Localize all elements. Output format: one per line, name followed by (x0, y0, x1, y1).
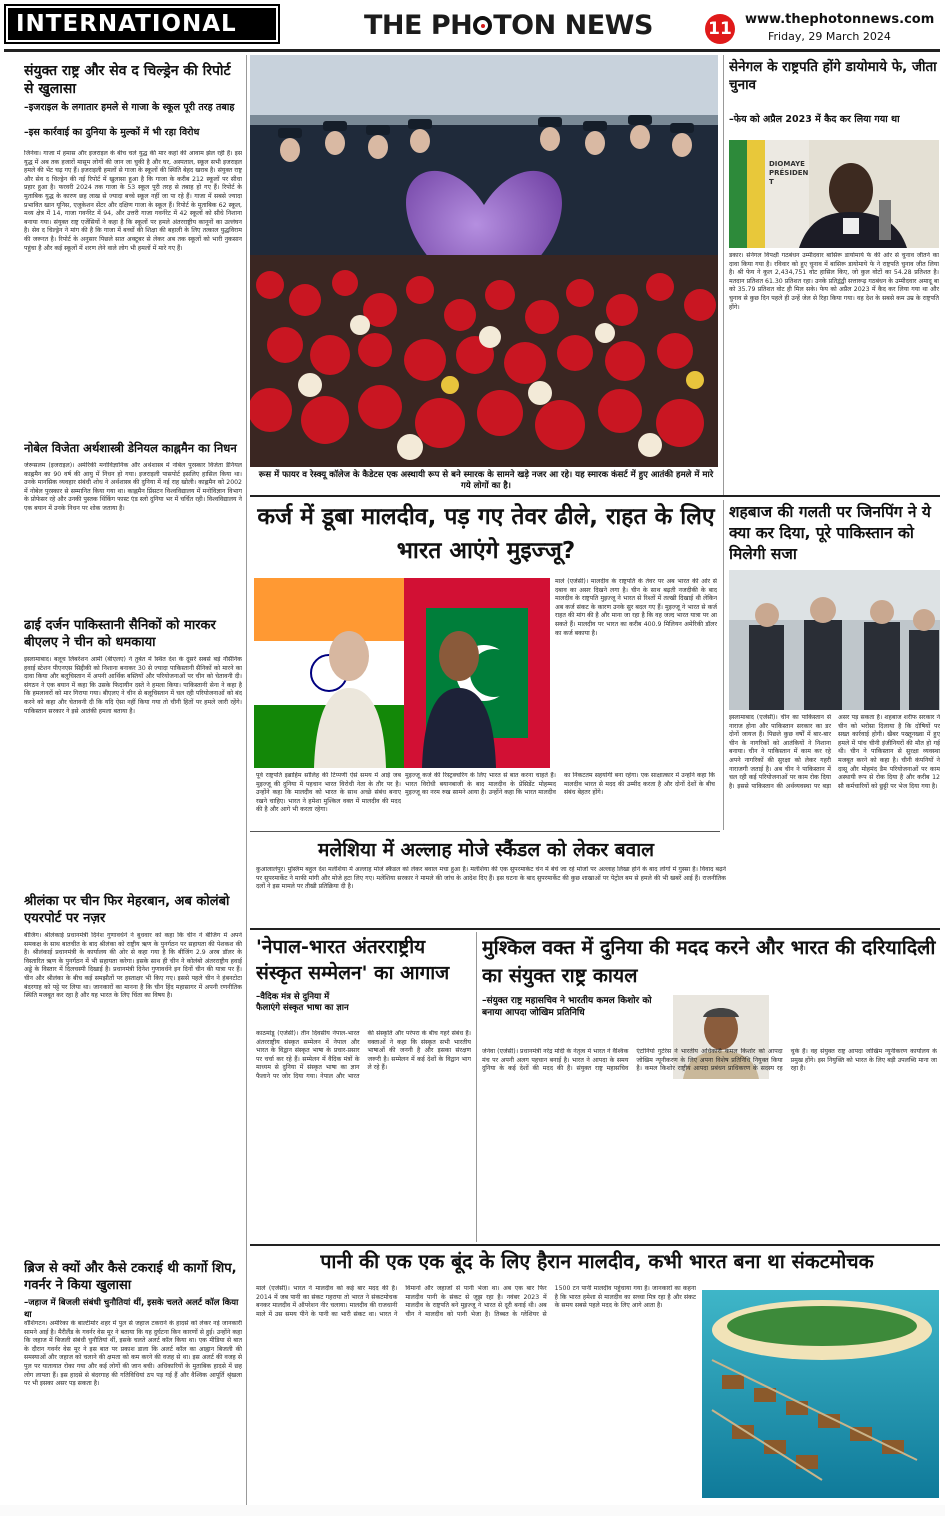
un-gaza-sub2: –इस कार्रवाई का दुनिया के मुल्कों में भी रहा विरोध (24, 127, 200, 138)
section-label: INTERNATIONAL (6, 6, 278, 42)
un-india-sub: –संयुक्त राष्ट्र महासचिव ने भारतीय कमल किशोर को बनाया आपदा जोखिम प्रतिनिधि (482, 996, 652, 1018)
malaysia-body: कुआलालंपुर। मुस्लिम बहुल देश मलेशिया में अल्लाह मोजे स्कैंडल को लेकर बवाल मचा हुआ है। मलेशिया की एक सुपरमार्केट चेन में बेचे जा रहे मोजों पर अल्लाह लिखा होने के बाद लोगों में गुस्सा है। विवाद बढ़ने पर सुपरमार्केट ने माफी मांगी और मोजे हटा लिए गए। मलेशिया सरकार ने मामले की जांच के आदेश दिए हैं। इस घटना के बाद सुपरमार्केट की कुछ शाखाओं पर पेट्रोल बम से हमले की भी खबरें आई हैं। राजनीतिक दलों ने इस मामले पर तीखी प्रतिक्रिया दी है। (256, 866, 726, 891)
senegal-sub: –फेय को अप्रैल 2023 में कैद कर लिया गया था (729, 114, 900, 125)
rule-water (250, 1244, 940, 1246)
sanskrit-headline: 'नेपाल-भारत अंतरराष्ट्रीय संस्कृत सम्मेलन' का आगाज (256, 936, 450, 984)
section-banner (4, 4, 280, 44)
flags-image (254, 578, 550, 768)
senegal-president-photo (729, 140, 939, 248)
bridge-sub: –जहाज में बिजली संबंधी चुनौतियां थीं, इसके चलते अलर्ट कॉल किया था (24, 1298, 239, 1320)
issue-date: Friday, 29 March 2024 (768, 30, 891, 43)
col-divider-china (723, 500, 724, 830)
maldives-body3: मुइज्जू कर्ज की रिस्ट्रक्चरिंग के लिए भारत से बात करना चाहते हैं। भारत विरोधी बयानबाजी के बाद मालदीव के प्रेसिडेंट मोहम्मद मुइज्जू का नरम रुख सामने आया है। उन्होंने कहा कि भारत मालदीव का निकटतम सहयोगी बना रहेगा। एक साक्षात्कार में उन्होंने कहा कि मालदीव भारत से मदद की उम्मीद करता है और दोनों देशों के बीच संबंध बेहतर होंगे। (405, 772, 715, 797)
brand-logo (364, 6, 653, 46)
nobel-body: जेरूसलम (इजराइल)। अमेरिकी मनोविज्ञानिक और अर्थशास्त्र में नोबेल पुरस्कार विजेता डैनियल काह्नमैन का 90 वर्ष की आयु में निधन हो गया। इजराइली पासपोर्ट इसलिए हासिल किया था। उनके मानसिक व्यवहार संबंधी शोध ने अर्थशास्त्र की दुनिया में नई राह खोली। काह्नमैन को 2002 में नोबेल पुरस्कार से सम्मानित किया गया था। काह्नमैन प्रिंसटन विश्वविद्यालय में मनोविज्ञान विभाग के प्रोफेसर रहे और उनकी पुस्तक थिंकिंग फास्ट एंड स्लो दुनिया भर में चर्चित रही। विश्वविद्यालय ने एक बयान में उनके निधन पर शोक जताया है। (24, 462, 242, 512)
bridge-body: वॉशिंगटन। अमेरिका के बाल्टीमोर शहर में पुल से जहाज टकराने के हादसे को लेकर नई जानकारी सामने आई है। मैरीलैंड के गवर्नर वेस मूर ने बताया कि यह दुर्घटना किन कारणों से हुई। उन्होंने कहा कि जहाज में बिजली संबंधी चुनौतियां थीं, इसके चलते अलर्ट कॉल किया था। एक मीडिया से बात के दौरान गवर्नर वेस मूर ने इस बात पर प्रकाश डाला कि अलर्ट कॉल का आह्वान बिजली की समस्याओं और जहाज को चलाने की क्षमता को कम करने की वजह से था। इस अलर्ट की वजह से पुल पर यातायात रोका गया और कई लोगों की जान बची। अधिकारियों के मुताबिक हादसे में छह लोग लापता हैं। इस हादसे से बंदरगाह की गतिविधियां ठप पड़ गई हैं और वैश्विक आपूर्ति श्रृंखला पर भी इसका असर पड़ सकता है। (24, 1320, 242, 1388)
un-gaza-sub1: –इजराइल के लगातार हमले से गाजा के स्कूल पूरी तरह तबाह (24, 102, 235, 113)
col-divider-sanskrit (476, 932, 477, 1242)
brand-o-icon (473, 16, 492, 35)
memorial-image (250, 55, 718, 467)
shehbaz-xi-photo (729, 570, 940, 710)
masthead-rule (4, 49, 940, 52)
china-pak-headline: शहबाज की गलती पर जिनपिंग ने ये क्या कर दिया, पूरे पाकिस्तान को मिलेगी सजा (729, 503, 931, 563)
un-gaza-body: जिनेवा। गाजा में हमास और इजराइल के बीच चले युद्ध की मार कहां की आवाम झेल रही है। इस युद्ध में अब तक हजारों मासूम लोगों की जान जा चुकी है और घर, अस्पताल, स्कूल सभी इजराइल हमले की भेंट चढ़ गए हैं। इजराइली हमलों से गाजा के स्कूलों की स्थिति बेहद खराब है। संयुक्त राष्ट्र और सेव द चिल्ड्रेन की नई रिपोर्ट में खुलासा हुआ है कि गाजा के करीब 212 स्कूलों पर सीधा प्रहार हुआ है। फरवरी 2024 तक गाजा के 53 स्कूल पूरी तरह से तबाह हो गए हैं। रिपोर्ट के मुताबिक युद्ध के कारण छह लाख से ज्यादा बच्चे स्कूल नहीं जा पा रहे हैं। गाजा में सबसे ज्यादा प्रभावित खान यूनिस, एजुकेशन सेंटर और दक्षिण गाजा के स्कूल हैं। रिपोर्ट के मुताबिक 62 स्कूल, मध्य क्षेत्र में 14, गाजा गवर्नरेट में 94, और उत्तरी गाजा गवर्नरेट में 42 स्कूलों को सीधे निशाना बनाया गया। संयुक्त राष्ट्र एजेंसियों ने कहा है कि स्कूलों पर हमले अंतरराष्ट्रीय कानूनों का उल्लंघन है। सेव द चिल्ड्रेन ने मांग की है कि गाजा में बच्चों की शिक्षा की बहाली के लिए तत्काल युद्धविराम की जरूरत है। रिपोर्ट के अनुसार पिछले सात अक्टूबर से लेकर अब तक स्कूलों को भारी नुकसान पहुंचा है और कई स्कूलों में शरण लेने वाले लोग भी हमलों में मारे गए हैं। (24, 150, 242, 252)
brand-right: TON NEWS (493, 10, 653, 41)
maldives-body1: माले (एजेंसी)। मालदीव के राष्ट्रपति के तेवर पर अब भारत की ओर से दबाव का असर दिखने लगा है। चीन के साथ बढ़ती नजदीकी के बाद मालदीव के राष्ट्रपति मुइज्जू ने भारत से रिश्तों में तल्खी दिखाई थी लेकिन अब कर्ज संकट के कारण उनके सुर बदल गए हैं। मुइज्जू ने भारत से कर्ज राहत की मांग की है और माना जा रहा है कि वह जल्द भारत यात्रा पर आ सकते हैं। मालदीव पर भारत का करीब 400.9 मिलियन अमेरिकी डॉलर का कर्ज बकाया है। (555, 578, 717, 637)
col-divider-left (246, 55, 247, 1505)
senegal-photo-text: DIOMAYE PRÉSIDENT (769, 160, 809, 186)
sanskrit-sub: –वैदिक मंत्र से दुनिया में फैलाएंगे संस्कृत भाषा का ज्ञान (256, 992, 349, 1013)
senegal-headline: सेनेगल के राष्ट्रपति होंगे डायोमाये फे, जीता चुनाव (729, 59, 937, 93)
nobel-headline: नोबेल विजेता अर्थशास्त्री डेनियल काह्नमैन का निधन (24, 441, 237, 455)
malaysia-headline: मलेशिया में अल्लाह मोजे स्कैंडल को लेकर बवाल (317, 839, 655, 861)
water-body: माले (एजेंसी)। भारत ने मालदीव को कई बार मदद की है। 2014 में जब पानी का संकट गहराया तो भारत ने संकटमोचक बनकर मालदीव में ऑपरेशन नीर चलाया। मालदीव की राजधानी माले में उस समय पीने के पानी का भारी संकट था। भारत ने विमानों और जहाजों से पानी भेजा था। अब एक बार फिर मालदीव पानी के संकट से जूझ रहा है। नवंबर 2023 में मालदीव के राष्ट्रपति बने मुइज्जू ने भारत से दूरी बनाई थी। अब चीन ने मालदीव को पानी भेजा है। तिब्बत के ग्लेशियर से 1500 टन पानी मालदीव पहुंचाया गया है। जानकारों का कहना है कि भारत हमेशा से मालदीव का सच्चा मित्र रहा है और संकट के समय सबसे पहले मदद के लिए आगे आता है। (256, 1285, 696, 1318)
un-gaza-headline: संयुक्त राष्ट्र और सेव द चिल्ड्रेन की रिपोर्ट से खुलासा (24, 63, 231, 97)
page-number: 11 (705, 14, 735, 44)
maldives-headline: कर्ज में डूबा मालदीव, पड़ गए तेवर ढीले, राहत के लिए भारत आएंगे मुइज्जू? (257, 504, 715, 564)
russia-memorial-photo (250, 55, 718, 467)
un-india-headline: मुश्किल वक्त में दुनिया की मदद करने और भारत की दरियादिली का संयुक्त राष्ट्र कायल (482, 936, 936, 987)
resort-image (702, 1290, 939, 1498)
bridge-headline: ब्रिज से क्यों और कैसे टकराई थी कार्गो शिप, गवर्नर ने किया खुलासा (24, 1261, 237, 1293)
water-headline: पानी की एक एक बूंद के लिए हैरान मालदीव, कभी भारत बना था संकटमोचक (320, 1250, 874, 1273)
senegal-body: डकार। सेनेगल विपक्षी गठबंधन उम्मीदवार बासिरू डायोमाये फे की ओर से चुनाव जीतने का दावा किया गया है। रविवार को हुए चुनाव में बासिरू डायोमाये फे ने राष्ट्रपति चुनाव जीत लिया है। श्री फेय ने कुल 2,434,751 वोट हासिल किए, जो कुल वोटों का 54.28 प्रतिशत है। मतदान प्रतिशत 61.30 प्रतिशत रहा। उनके प्रतिद्वंद्वी सत्तारूढ़ गठबंधन के उम्मीदवार अमादू बा को 35.79 प्रतिशत वोट ही मिल सके। फेय को अप्रैल 2023 में कैद कर लिया गया था और चुनाव से कुछ दिन पहले ही उन्हें जेल से रिहा किया गया। वह देश के सबसे कम उम्र के राष्ट्रपति होंगे। (729, 252, 939, 311)
srilanka-body: बीजिंग। श्रीलंकाई प्रधानमंत्री दिनेश गुणावर्धने ने बुधवार को कहा कि चीन ने बीजिंग में अपने समकक्ष के साथ बातचीत के बाद श्रीलंका को राष्ट्रीय ऋण के पुनर्गठन पर सहायता की पेशकश की है। श्रीलंकाई प्रधानमंत्री के कार्यालय की ओर से कहा गया है कि बीजिंग 2.9 अरब डॉलर के विस्तारित ऋण के पुनर्गठन में भी सहायता करेगा। इसके साथ ही चीन ने कोलंबो अंतरराष्ट्रीय हवाई अड्डे के विस्तार में दिलचस्पी दिखाई है। प्रधानमंत्री दिनेश गुणावर्धने इन दिनों चीन की यात्रा पर हैं। चीन और श्रीलंका के बीच कई समझौतों पर हस्ताक्षर भी किए गए। इससे पहले चीन ने हंबनटोटा बंदरगाह को पट्टे पर लिया था। जानकारों का मानना है कि चीन हिंद महासागर में अपनी रणनीतिक स्थिति मजबूत कर रहा है और यह भारत के लिए चिंता का विषय है। (24, 932, 242, 1000)
china-pak-body: इस्लामाबाद (एजेंसी)। चीन का पाकिस्तान से नाराज होना और पाकिस्तान सरकार का डर दोनों जायज हैं। पिछले कुछ वर्षों में बार-बार चीन के नागरिकों को आतंकियों ने निशाना बनाया। चीन ने पाकिस्तान में काम कर रहे अपने नागरिकों की सुरक्षा को लेकर गहरी नाराजगी जताई है। अब चीन ने पाकिस्तान में चल रही कई परियोजनाओं पर काम रोक दिया है। इससे पाकिस्तान की अर्थव्यवस्था पर बड़ा असर पड़ सकता है। शहबाज शरीफ सरकार ने चीन को भरोसा दिलाया है कि दोषियों पर सख्त कार्रवाई होगी। खैबर पख्तूनख्वा में हुए हमले में पांच चीनी इंजीनियरों की मौत हो गई थी। चीन ने पाकिस्तान से सुरक्षा व्यवस्था मजबूत करने को कहा है। चीनी कंपनियों ने दासू और मोहमंद डैम परियोजनाओं पर काम अस्थायी रूप से रोक दिया है और करीब 12 सौ कर्मचारियों को छुट्टी पर भेज दिया गया है। (729, 714, 940, 790)
modi-muizzu-photo (254, 578, 550, 768)
maldives-body2: पूर्व राष्ट्रपति इब्राहिम सोलिह की टिप्पणी ऐसे समय में आई जब मुइज्जू की दुनिया में पहचान भारत विरोधी नेता के तौर पर है। उन्होंने कहा कि मालदीव को भारत के साथ अच्छे संबंध बनाए रखने चाहिए। भारत ने हमेशा मुश्किल वक्त में मालदीव की मदद की है और आगे भी करता रहेगा। (256, 772, 401, 814)
sanskrit-body: काठमांडू (एजेंसी)। तीन दिवसीय नेपाल-भारत अंतरराष्ट्रीय संस्कृत सम्मेलन में नेपाल और भारत के विद्वान संस्कृत भाषा के प्रचार-प्रसार पर चर्चा कर रहे हैं। सम्मेलन में वैदिक मंत्रों के माध्यम से दुनिया में संस्कृत भाषा का ज्ञान फैलाने पर जोर दिया गया। नेपाल और भारत की संस्कृति और परंपरा के बीच गहरे संबंध हैं। वक्ताओं ने कहा कि संस्कृत सभी भारतीय भाषाओं की जननी है और इसका संरक्षण जरूरी है। सम्मेलन में कई देशों के विद्वान भाग ले रहे हैं। (256, 1030, 471, 1080)
website-link[interactable]: www.thephotonnews.com (745, 12, 935, 27)
un-india-body: जेनेवा (एजेंसी)। प्रधानमंत्री नरेंद्र मोदी के नेतृत्व में भारत ने वैश्विक मंच पर अपनी अलग पहचान बनाई है। भारत ने आपदा के समय दुनिया के कई देशों की मदद की है। संयुक्त राष्ट्र महासचिव एंटोनियो गुटेरेस ने भारतीय अधिकारी कमल किशोर को आपदा जोखिम न्यूनीकरण के लिए अपना विशेष प्रतिनिधि नियुक्त किया है। कमल किशोर राष्ट्रीय आपदा प्रबंधन प्राधिकरण के सदस्य रह चुके हैं। वह संयुक्त राष्ट्र आपदा जोखिम न्यूनीकरण कार्यालय के प्रमुख होंगे। इस नियुक्ति को भारत के लिए बड़ी उपलब्धि माना जा रहा है। (482, 1048, 937, 1073)
bla-headline: ढाई दर्जन पाकिस्तानी सैनिकों को मारकर बीएलए ने चीन को धमकाया (24, 618, 216, 650)
rule-mid-bottom (250, 928, 940, 930)
brand-left: THE PH (364, 10, 473, 41)
print-color-bar (0, 1505, 945, 1516)
maldives-resort-photo (702, 1290, 939, 1498)
rule-malaysia (250, 831, 720, 832)
srilanka-headline: श्रीलंका पर चीन फिर मेहरबान, अब कोलंबो एयरपोर्ट पर नज़र (24, 894, 230, 926)
bla-body: इस्लामाबाद। बलूच लिबरेशन आर्मी (बीएलए) ने तुर्बत में स्थित देश के दूसरे सबसे बड़े नौसैनिक हवाई स्टेशन पीएनएस सिद्दीकी को निशाना बनाकर 30 से ज्यादा पाकिस्तानी सैनिकों को मारने का दावा किया और बलूचिस्तान में अपनी आर्थिक बस्तियों और परियोजनाओं पर चीन को चेतावनी दी। संगठन ने एक बयान में कहा कि उसके फिदायीन दस्ते ने हमला किया। पाकिस्तानी सेना ने कहा है कि हमलावरों को मार गिराया गया। बीएलए ने चीन से बलूचिस्तान में चल रही परियोजनाओं को बंद करने को कहा और चेतावनी दी कि यदि ऐसा नहीं किया गया तो चीनी हितों पर हमले जारी रहेंगे। पाकिस्तान सरकार ने इसे आतंकी हमला बताया है। (24, 656, 242, 715)
russia-photo-caption: रूस में फायर व रेस्क्यू कॉलेज के कैडेटस एक अस्थायी रूप से बने स्मारक के सामने खड़े नजर आ रहे। यह स्मारक कंसर्ट में हुए आतंकी हमले में मारे गये लोगों का है। (258, 470, 714, 491)
senegal-image (729, 140, 939, 248)
rule-mid-top (250, 495, 940, 497)
col-divider-right (723, 55, 724, 495)
leaders-image (729, 570, 940, 710)
